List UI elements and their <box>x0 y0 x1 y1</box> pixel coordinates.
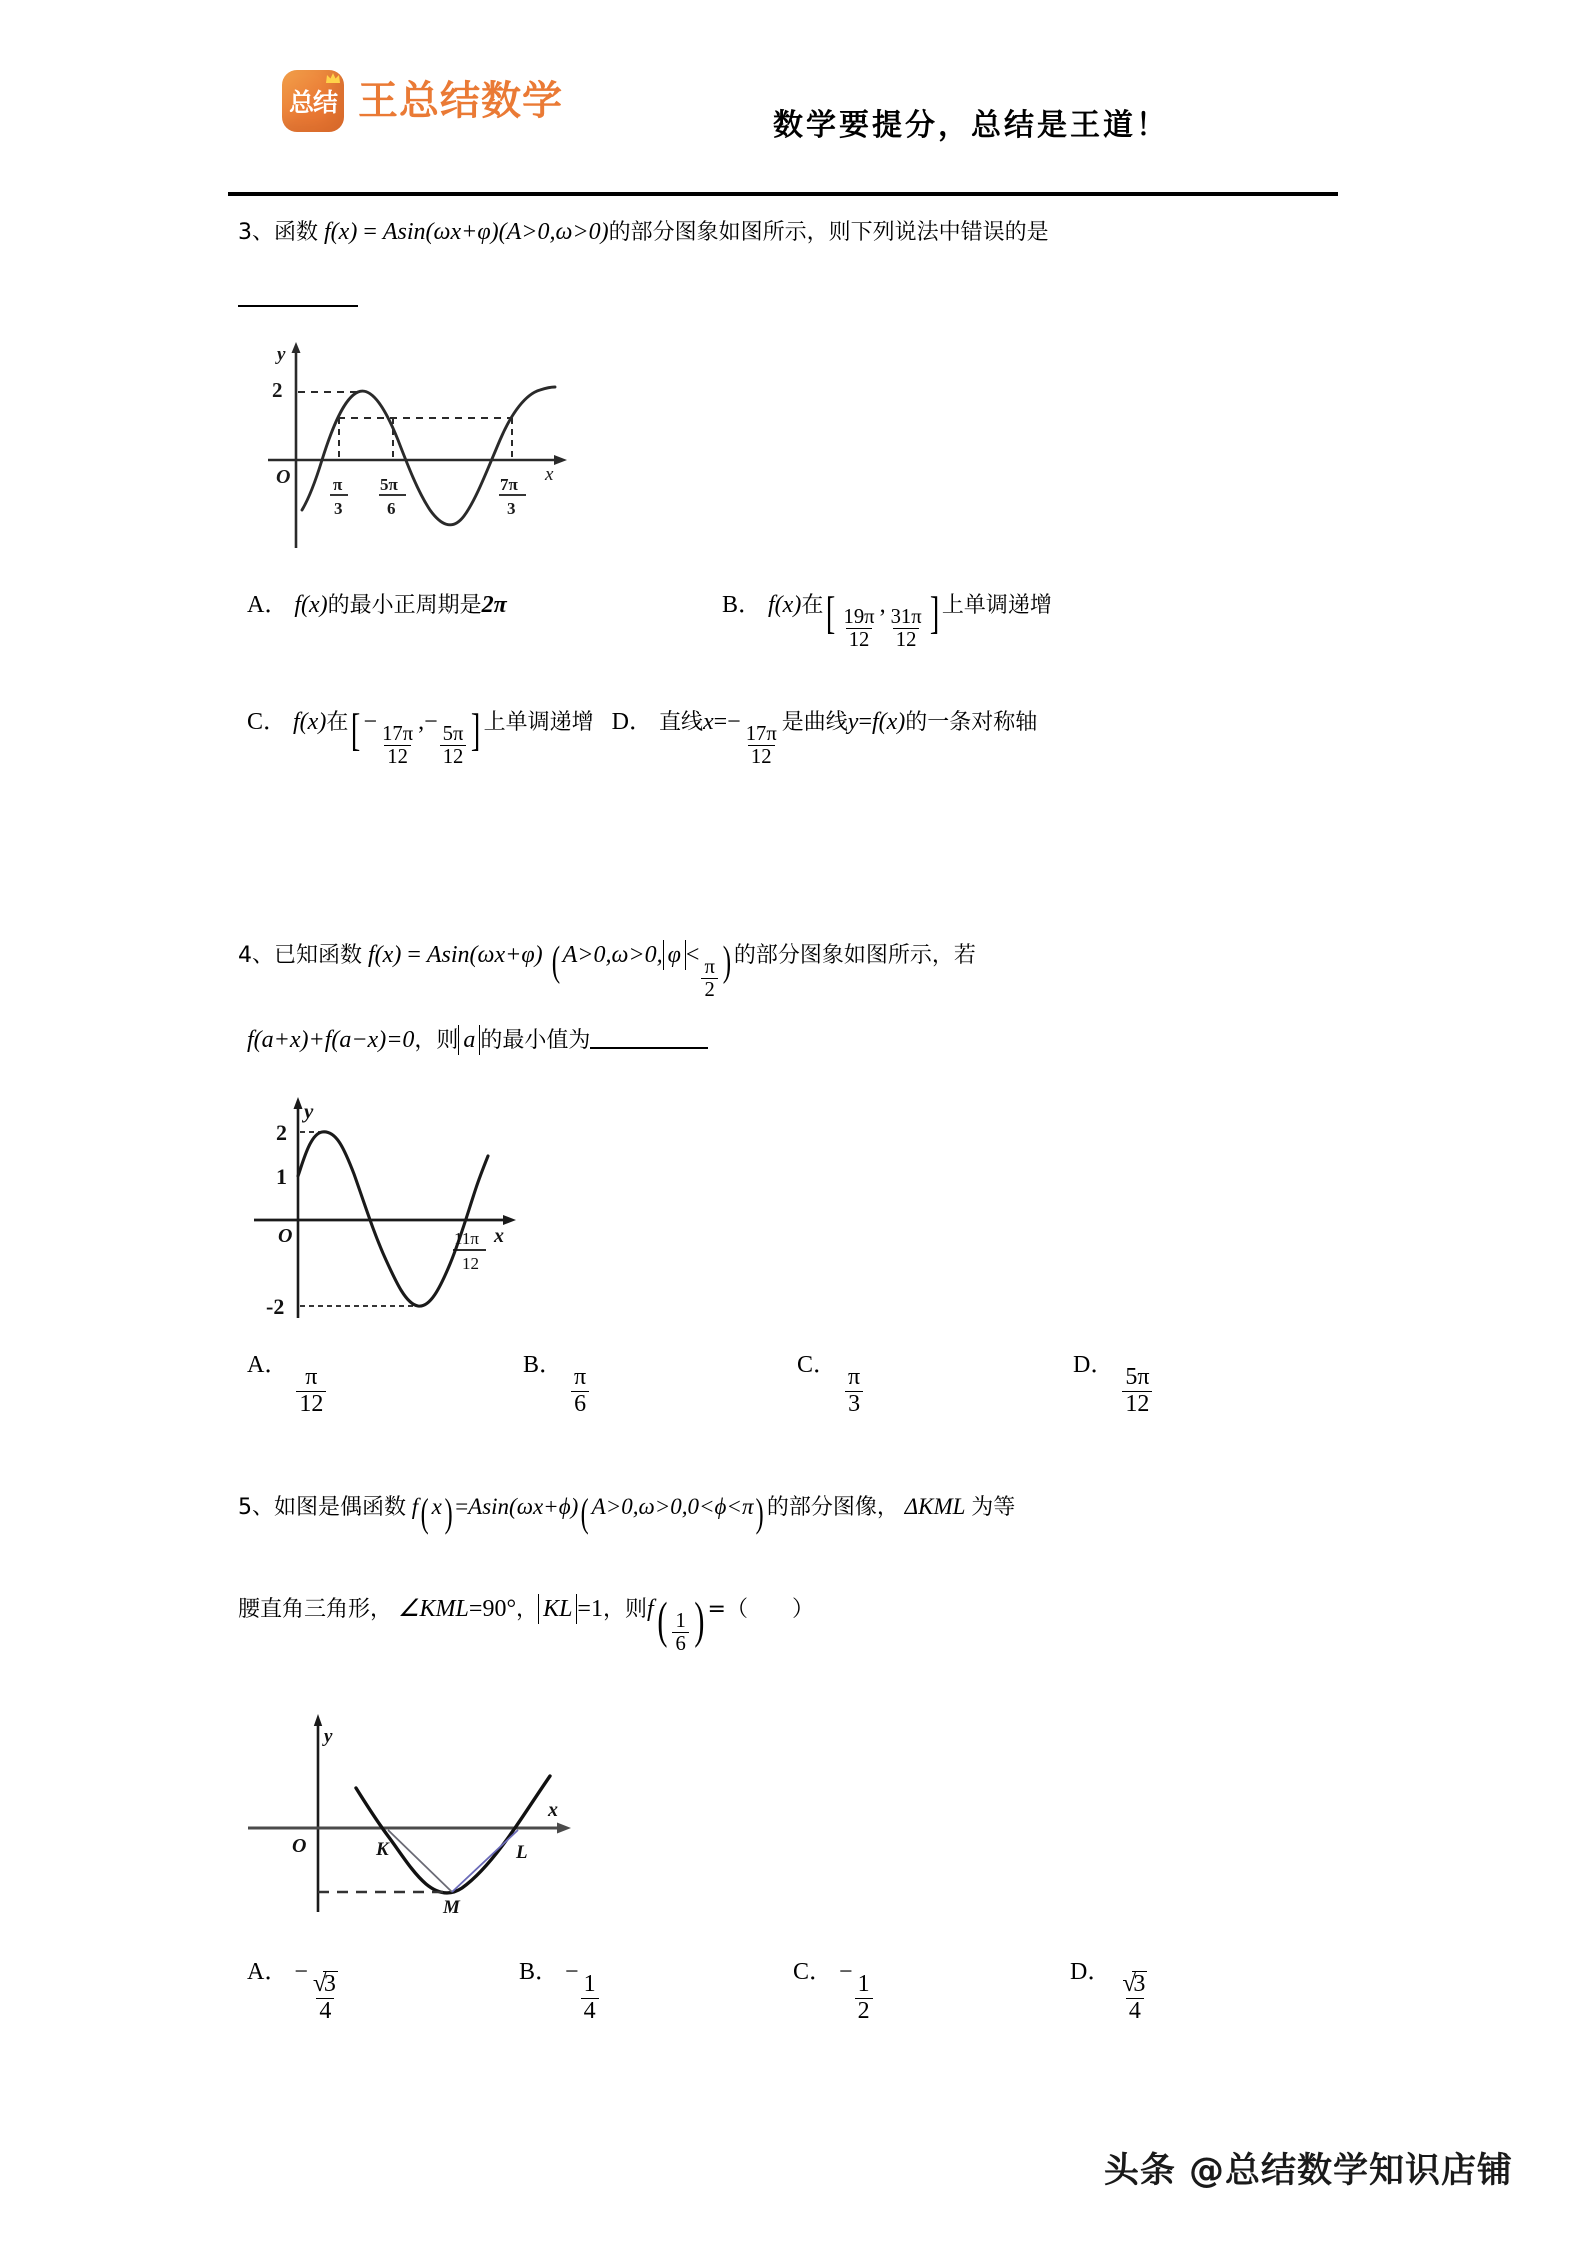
q4-phi: φ <box>667 942 681 968</box>
q5-degrees: 90° <box>482 1596 517 1622</box>
q5-number: 5、 <box>238 1495 274 1520</box>
q5-option-a-num: 3 <box>323 1971 336 1998</box>
q5-option-d-den: 4 <box>1126 1998 1144 2025</box>
q4-lt: < <box>685 942 700 968</box>
paren-open-icon: ( <box>580 1490 589 1536</box>
q4-fx: f(x) <box>368 942 402 968</box>
crown-icon <box>325 72 341 85</box>
brand-tagline: 数学要提分，总结是王道！ <box>773 108 1169 143</box>
q3-option-b: B． f(x)在[ $\frac{19\pi}{12}$ , $\frac{31\pi}{12}$ ] 上单调递增 <box>722 586 1052 651</box>
paren-close-icon: ) <box>694 1592 705 1649</box>
svg-text:L: L <box>516 1842 528 1863</box>
q3-option-d-fx: f(x) <box>871 709 906 735</box>
app-logo-badge <box>282 70 344 132</box>
paren-close-icon: ) <box>444 1490 453 1536</box>
q4-condition-comma: ，则 <box>414 1028 459 1054</box>
q5-f: f <box>411 1494 419 1519</box>
svg-text:12: 12 <box>462 1254 479 1273</box>
bracket-open-icon: [ <box>351 703 361 755</box>
q3-option-d-eq: = <box>713 709 728 735</box>
svg-text:O: O <box>276 466 291 488</box>
q5-x: x <box>431 1494 442 1519</box>
paren-close-icon: ) <box>722 938 732 985</box>
q4-stem-prefix: 已知函数 <box>274 943 363 968</box>
q3-option-c-label: C． <box>247 709 288 735</box>
q3-option-c-text-a: 在 <box>326 710 349 735</box>
figure-q5-even-sine-graph <box>240 1680 600 1915</box>
svg-text:M: M <box>443 1897 460 1915</box>
q4-option-c-den: 3 <box>845 1391 863 1418</box>
q3-option-d-var: x <box>702 709 714 735</box>
q5-stem-mid: 的部分图像， <box>766 1495 899 1520</box>
svg-text:x: x <box>545 464 554 485</box>
svg-text:7π: 7π <box>500 475 518 494</box>
q3-option-c: C． f(x)在[ − $\frac{17\pi}{12}$ ,− $\frac{5\pi}{12}$ ] 上单调递增 D． 直线x=− $\frac{17\pi}{12}$ 是曲线y=f(x)的一条对称轴 <box>247 703 1038 768</box>
q3-stem-prefix: 函数 <box>274 220 319 245</box>
q3-option-c-num1: 17π <box>382 722 414 745</box>
svg-text:5π: 5π <box>380 475 398 494</box>
q5-stem-suffix: 为等 <box>971 1495 1016 1520</box>
paren-open-icon: ( <box>420 1490 429 1536</box>
q5-cond: A>0,ω>0,0<ϕ<π <box>591 1494 754 1519</box>
q3-option-a-fx: f(x) <box>294 592 328 618</box>
svg-text:3: 3 <box>507 499 516 518</box>
q5-line2-a: 腰直角三角形， <box>238 1597 393 1622</box>
svg-text:-2: -2 <box>266 1294 285 1319</box>
svg-text:2: 2 <box>272 378 283 402</box>
q4-formula: Asin(ωx+φ) <box>426 942 543 968</box>
logo-badge-text: 总结 <box>288 87 337 117</box>
q5-eq2: =1 <box>577 1596 603 1622</box>
svg-text:y: y <box>304 1099 314 1123</box>
q3-stem-suffix: 的部分图象如图所示，则下列说法中错误的是 <box>608 220 1049 245</box>
q3-fx: f(x) <box>324 219 358 245</box>
q4-frac-den: 2 <box>701 978 717 1001</box>
svg-text:x: x <box>494 1225 504 1247</box>
question-5-condition-line <box>238 1592 814 1655</box>
q4-option-c <box>797 1348 865 1418</box>
svg-text:2: 2 <box>276 1120 287 1145</box>
q4-option-b-label: B． <box>523 1352 564 1378</box>
q3-option-b-num2: 31π <box>890 605 922 628</box>
q4-option-a-num: π <box>305 1364 318 1391</box>
bracket-open-icon: [ <box>826 586 836 638</box>
q3-number: 3、 <box>238 220 274 245</box>
brand-name: 王总结数学 <box>358 78 563 124</box>
q5-angle: ∠KML <box>398 1596 469 1622</box>
svg-text:O: O <box>278 1225 293 1247</box>
svg-text:1: 1 <box>276 1164 287 1189</box>
q4-option-d-num: 5π <box>1125 1364 1150 1391</box>
page-header <box>228 58 1328 168</box>
q3-option-b-fx: f(x) <box>768 592 802 618</box>
q4-option-d-label: D． <box>1073 1352 1115 1378</box>
q5-eq1: = <box>468 1596 483 1622</box>
q5-option-d-num: 3 <box>1133 1971 1146 1998</box>
q4-option-b <box>523 1348 591 1418</box>
q3-option-c-num2: 5π <box>442 722 464 745</box>
q3-option-a <box>247 588 507 623</box>
svg-text:π: π <box>333 475 343 494</box>
question-3-stem <box>238 215 1049 250</box>
paren-open-icon: ( <box>657 1592 668 1649</box>
svg-text:y: y <box>324 1726 333 1747</box>
q4-option-d-den: 12 <box>1122 1391 1152 1418</box>
q5-f2: f <box>646 1596 654 1622</box>
q4-number: 4、 <box>238 943 274 968</box>
q5-option-c-label: C． <box>793 1959 834 1985</box>
q3-option-b-text-b: 上单调递增 <box>941 593 1052 618</box>
q5-comma-1: ， <box>516 1597 539 1622</box>
q4-eq: = <box>407 942 421 968</box>
q5-option-b-label: B． <box>519 1959 560 1985</box>
q5-option-c-num: 1 <box>857 1971 870 1998</box>
q3-eq: = <box>363 219 377 245</box>
header-divider <box>228 192 1338 196</box>
q4-option-c-num: π <box>848 1364 861 1391</box>
paren-close-icon: ) <box>756 1490 765 1536</box>
q4-condition-expr: f(a+x)+f(a−x)=0 <box>247 1027 415 1054</box>
q3-option-c-den1: 12 <box>384 745 411 768</box>
paren-open-icon: ( <box>551 938 560 985</box>
q4-option-c-label: C． <box>797 1352 838 1378</box>
figure-q3-sine-graph <box>240 340 580 555</box>
q3-option-b-num1: 19π <box>843 605 875 628</box>
q4-option-b-num: π <box>574 1364 587 1391</box>
q4-stem-suffix: 的部分图象如图所示，若 <box>733 943 976 968</box>
q4-condition-tail: 的最小值为 <box>480 1028 591 1054</box>
q5-option-c-sign: − <box>839 1959 853 1985</box>
q5-option-b <box>519 1955 601 2025</box>
q3-option-c-fx: f(x) <box>293 709 327 735</box>
q4-option-d <box>1073 1348 1154 1418</box>
q5-option-a-den: 4 <box>316 1998 334 2025</box>
q5-eq: = <box>455 1494 469 1519</box>
q5-option-b-den: 4 <box>581 1998 599 2025</box>
q5-option-d <box>1070 1955 1152 2025</box>
q3-option-a-value: 2π <box>481 592 507 618</box>
q4-frac-num: π <box>704 955 715 978</box>
svg-text:O: O <box>292 1835 307 1857</box>
q3-formula: Asin(ωx+φ)(A>0,ω>0) <box>382 219 609 245</box>
q5-option-d-label: D． <box>1070 1959 1112 1985</box>
q3-option-d-text-a: 直线 <box>658 710 703 735</box>
q5-option-a-label: A． <box>247 1959 289 1985</box>
q3-option-d-den: 12 <box>748 745 775 768</box>
figure-q4-sine-graph <box>240 1092 540 1322</box>
svg-text:y: y <box>277 344 286 365</box>
q5-arg-den: 6 <box>672 1632 688 1655</box>
svg-text:6: 6 <box>387 499 396 518</box>
q3-option-c-text-b: 上单调递增 <box>483 710 594 735</box>
q5-stem-prefix: 如图是偶函数 <box>274 1495 407 1520</box>
q5-option-b-sign: − <box>565 1959 579 1985</box>
page-footer-watermark: 头条 @总结数学知识店铺 <box>1103 2151 1513 2191</box>
q5-arg-num: 1 <box>675 1609 686 1632</box>
q3-option-b-den1: 12 <box>846 628 873 651</box>
question-4-condition-line <box>247 1022 708 1058</box>
q3-option-d-text-c: 的一条对称轴 <box>905 710 1038 735</box>
q3-option-d-eq2: = <box>858 709 872 735</box>
q3-option-b-den2: 12 <box>893 628 920 651</box>
q5-close-paren: ） <box>791 1597 814 1622</box>
q5-option-a <box>247 1955 343 2025</box>
q3-option-d-sign: − <box>727 709 741 735</box>
svg-text:3: 3 <box>334 499 343 518</box>
q4-answer-blank <box>590 1022 708 1049</box>
q3-option-c-den2: 12 <box>440 745 467 768</box>
svg-text:11π: 11π <box>454 1229 479 1248</box>
bracket-close-icon: ] <box>929 586 939 638</box>
q3-option-d-y: y <box>847 709 859 735</box>
q3-option-a-text: 的最小正周期是 <box>327 593 482 618</box>
q3-option-d-num: 17π <box>745 722 777 745</box>
q3-option-b-text-a: 在 <box>801 593 824 618</box>
q3-option-d-label: D． <box>611 709 653 735</box>
q5-option-c-den: 2 <box>855 1998 873 2025</box>
question-4-stem <box>238 938 976 1001</box>
bracket-close-icon: ] <box>471 703 481 755</box>
q5-eq3: =（ <box>707 1597 748 1622</box>
q5-option-a-sign: − <box>294 1959 308 1985</box>
q5-comma-2: ，则 <box>602 1597 647 1622</box>
q5-option-c <box>793 1955 875 2025</box>
q4-cond: A>0,ω>0, <box>562 942 663 968</box>
q3-option-a-label: A． <box>247 592 289 618</box>
brand-lockup <box>282 70 563 132</box>
q4-option-a <box>247 1348 328 1418</box>
question-5-stem <box>238 1490 1016 1536</box>
q3-option-d-text-b: 是曲线 <box>781 710 848 735</box>
q4-option-b-den: 6 <box>571 1391 589 1418</box>
q3-answer-blank <box>238 305 358 307</box>
q3-option-b-label: B． <box>722 592 763 618</box>
q5-option-b-num: 1 <box>583 1971 596 1998</box>
q4-option-a-label: A． <box>247 1352 289 1378</box>
q4-option-a-den: 12 <box>296 1391 326 1418</box>
q5-kl: KL <box>543 1596 573 1622</box>
svg-text:K: K <box>376 1839 389 1860</box>
q4-abs-a: a <box>463 1027 476 1054</box>
svg-text:x: x <box>548 1799 558 1821</box>
q5-triangle: ΔKML <box>904 1494 966 1519</box>
q5-formula: Asin(ωx+ϕ) <box>468 1494 579 1519</box>
